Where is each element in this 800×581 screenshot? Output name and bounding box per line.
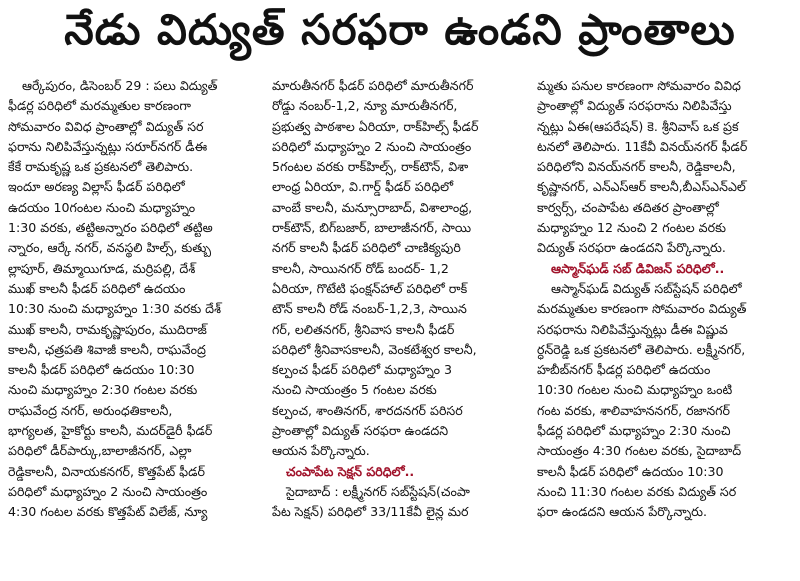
text-line: కాలనీ, సాయినగర్ రోడ్ బందర్- 1,2 [272,260,449,276]
text-line: ప్రాంతాల్లో విద్యుత్ సరఫరాను నిలిపివేస్తు [537,98,732,114]
text-line: ముఖ్ కాలనీ, రామకృష్ణాపురం, ముదిరాజ్ [8,321,207,337]
text-line: 10:30 నుంచి మధ్యాహ్నం 1:30 వరకు దేశ్ [8,301,221,317]
text-line: కల్పంచ ఫీడర్ పరిధిలో మధ్యాహ్నం 3 [272,362,453,378]
text-line: నుంచి సాయంత్రం 5 గంటల వరకు [272,382,437,398]
text-line: ఇందూ అరణ్య విల్లాస్ ఫీడర్ పరిధిలో [8,179,185,195]
text-line: సైదాబాద్ : లక్ష్మీనగర్ సబ్‌స్టేషన్(చంపా [286,483,470,499]
text-line: సోమవారం వివిధ ప్రాంతాల్లో విద్యుత్ సర [8,118,204,134]
text-line: ర్ధన్‌రెడ్డి ఒక ప్రకటనలో తెలిపారు. లక్ష్మీనగర్, [537,341,746,357]
text-line: ప్రభుత్వ పాఠశాల ఏరియా, రాక్‌హిల్స్ ఫీడర్ [272,118,479,134]
text-line: కేకే రామకృష్ణ ఒక ప్రకటనలో తెలిపారు. [8,159,194,175]
text-line: సరఫరాను నిలిపివేస్తున్నట్లు డీఈ విష్ణువ [537,321,728,337]
text-line: ఉదయం 10గంటల నుంచి మధ్యాహ్నం [8,199,196,215]
text-line: 4:30 గంటల వరకు కొత్తపేట్ విలేజ్, న్యూ [8,504,208,520]
text-line: ఫీడర్ల పరిధిలో మధ్యాహ్నం 2:30 నుంచి [537,423,731,439]
text-line: భాగ్యలత, హైకోర్టు కాలనీ, మదర్‌డైరీ ఫీడర్ [8,423,213,439]
text-line: న్నట్లు ఏఈ(ఆపరేషన్) కె. శ్రీనివాస్ ఒక ప్రక [537,118,739,134]
text-line: ఆయన పేర్కొన్నారు. [272,443,370,459]
text-line: ప్రాంతాల్లో విద్యుత్ సరఫరా ఉండదని [272,423,449,439]
text-line: హబీబ్‌నగర్ ఫీడర్ల పరిధిలో ఉదయం [537,362,711,378]
section-subhead: చంపాపేట సెక్షన్ పరిధిలో.. [286,463,415,479]
text-line: ముఖ్ కాలనీ ఫీడర్ పరిధిలో ఉదయం [8,280,186,296]
text-line: రోడ్డు నంబర్-1,2, న్యూ మారుతీనగర్, [272,98,458,114]
text-line: ఏరియా, గొటేటి ఫంక్షన్‌హాల్ పరిధిలో రాక్ [272,280,468,296]
text-line: కృష్ణానగర్, ఎన్‌ఎస్‌ఆర్ కాలనీ,బీఎస్‌ఎన్‌ఎల్ [537,179,746,195]
text-line: మారుతీనగర్ ఫీడర్ పరిధిలో మారుతీనగర్ [272,78,474,93]
text-line: ల్లాపూర్, తిమ్మాయిగూడ, మర్రిపల్లి, దేశ్ [8,260,196,276]
text-line: ఆస్మాన్‌ఘడ్ విద్యుత్ సబ్‌స్టేషన్ పరిధిలో [551,280,742,296]
text-line: గర్, లలితనగర్, శ్రీనివాస కాలనీ ఫీడర్ [272,321,455,337]
text-line: 1:30 వరకు, తట్టిఅన్నారం పరిధిలో తట్టిఅ [8,220,213,236]
text-line: టనలో తెలిపారు. 11కేవీ వినయ్‌నగర్ ఫీడర్ [537,138,748,154]
text-line: కాలనీ ఫీడర్ పరిధిలో ఉదయం 10:30 [537,463,724,479]
text-line: పేట సెక్షన్) పరిధిలో 33/11కేవీ లైన్ల మర [272,504,469,520]
text-line: నుంచి మధ్యాహ్నం 2:30 గంటల వరకు [8,382,198,398]
text-line: పరిధిలో మధ్యాహ్నం 2 నుంచి సాయంత్రం [8,483,208,499]
text-line: ఫీడర్ల పరిధిలో మరమ్మతుల కారణంగా [8,98,191,114]
text-line: పరిధిలోని వినయ్‌నగర్ కాలనీ, రెడ్డికాలనీ, [537,159,736,175]
text-line: గంట వరకు, శాలివాహననగర్, రజానగర్ [537,402,730,418]
text-line: మరమ్మతుల కారణంగా సోమవారం విద్యుత్ [537,301,747,317]
text-line: ఆర్కేపురం, డిసెంబర్ 29 : పలు విద్యుత్ [22,78,218,93]
text-line: విద్యుత్ సరఫరా ఉండదని పేర్కొన్నారు. [537,240,726,256]
text-line: కార్వర్స్, చంపాపేట తదితర ప్రాంతాల్లో [537,199,719,215]
text-line: రెడ్డికాలనీ, వినాయకనగర్, కొత్తపేట్ ఫీడర్ [8,463,205,479]
text-line: న్నారం, ఆర్కే నగర్, వనస్థలి హిల్స్, కుత్బు [8,240,212,256]
text-line: లాంధ్ర ఏరియా, వి.గార్డ్ ఫీడర్ పరిధిలో [272,179,454,195]
text-line: కాలనీ, ఛత్రపతి శివాజీ కాలనీ, రాఘవేంద్ర [8,341,206,357]
text-line: ఫరాను నిలిపివేస్తున్నట్లు సరూర్‌నగర్ డీఈ [8,138,208,154]
text-line: ఫరా ఉండదని ఆయన పేర్కొన్నారు. [537,504,708,520]
text-line: 10:30 గంటల నుంచి మధ్యాహ్నం ఒంటి [537,382,733,398]
text-line: 5గంటల వరకు రాక్‌హిల్స్, రాక్‌టౌన్, విశా [272,159,469,175]
text-line: రాక్‌టౌన్, బిగ్‌బజార్, బాలాజీనగర్, సాయి [272,220,472,236]
article-column-3 [537,76,793,576]
headline: నేడు విద్యుత్ సరఫరా ఉండని ప్రాంతాలు [64,5,736,54]
text-line: మధ్యాహ్నం 12 నుంచి 2 గంటల వరకు [537,220,727,236]
text-line: పరిధిలో డీర్‌పార్కు,బాలాజీనగర్, ఎల్లా [8,443,192,459]
text-line: సాయంత్రం 4:30 గంటల వరకు, సైదాబాద్ [537,443,742,459]
text-line: పరిధిలో శ్రీనివాసకాలనీ, వెంకటేశ్వర కాలనీ, [272,341,477,357]
text-line: రాఘవేంద్ర నగర్, అరుంధతికాలనీ, [8,402,173,418]
text-line: నుంచి 11:30 గంటల వరకు విద్యుత్ సర [537,483,737,499]
text-line: కాలనీ ఫీడర్ పరిధిలో ఉదయం 10:30 [8,362,195,378]
text-line: పరిధిలో మధ్యాహ్నం 2 నుంచి సాయంత్రం [272,138,472,154]
section-subhead: ఆస్మాన్‌ఘడ్ సబ్ డివిజన్ పరిధిలో.. [551,260,725,276]
article-column-1 [8,76,264,576]
text-line: వాంబే కాలనీ, మన్సూరాబాద్, విశాలాంధ్ర, [272,199,473,215]
text-line: మ్మతు పనుల కారణంగా సోమవారం వివిధ [537,78,741,93]
text-line: టౌన్ కాలనీ రోడ్ నంబర్-1,2,3, సాయిన [272,301,467,317]
text-line: కల్పంచ, శాంతినగర్, శారదనగర్ పరిసర [272,402,463,418]
text-line: నగర్ కాలనీ ఫీడర్ పరిధిలో చాణిక్యపురి [272,240,461,256]
article-column-2 [272,76,528,576]
